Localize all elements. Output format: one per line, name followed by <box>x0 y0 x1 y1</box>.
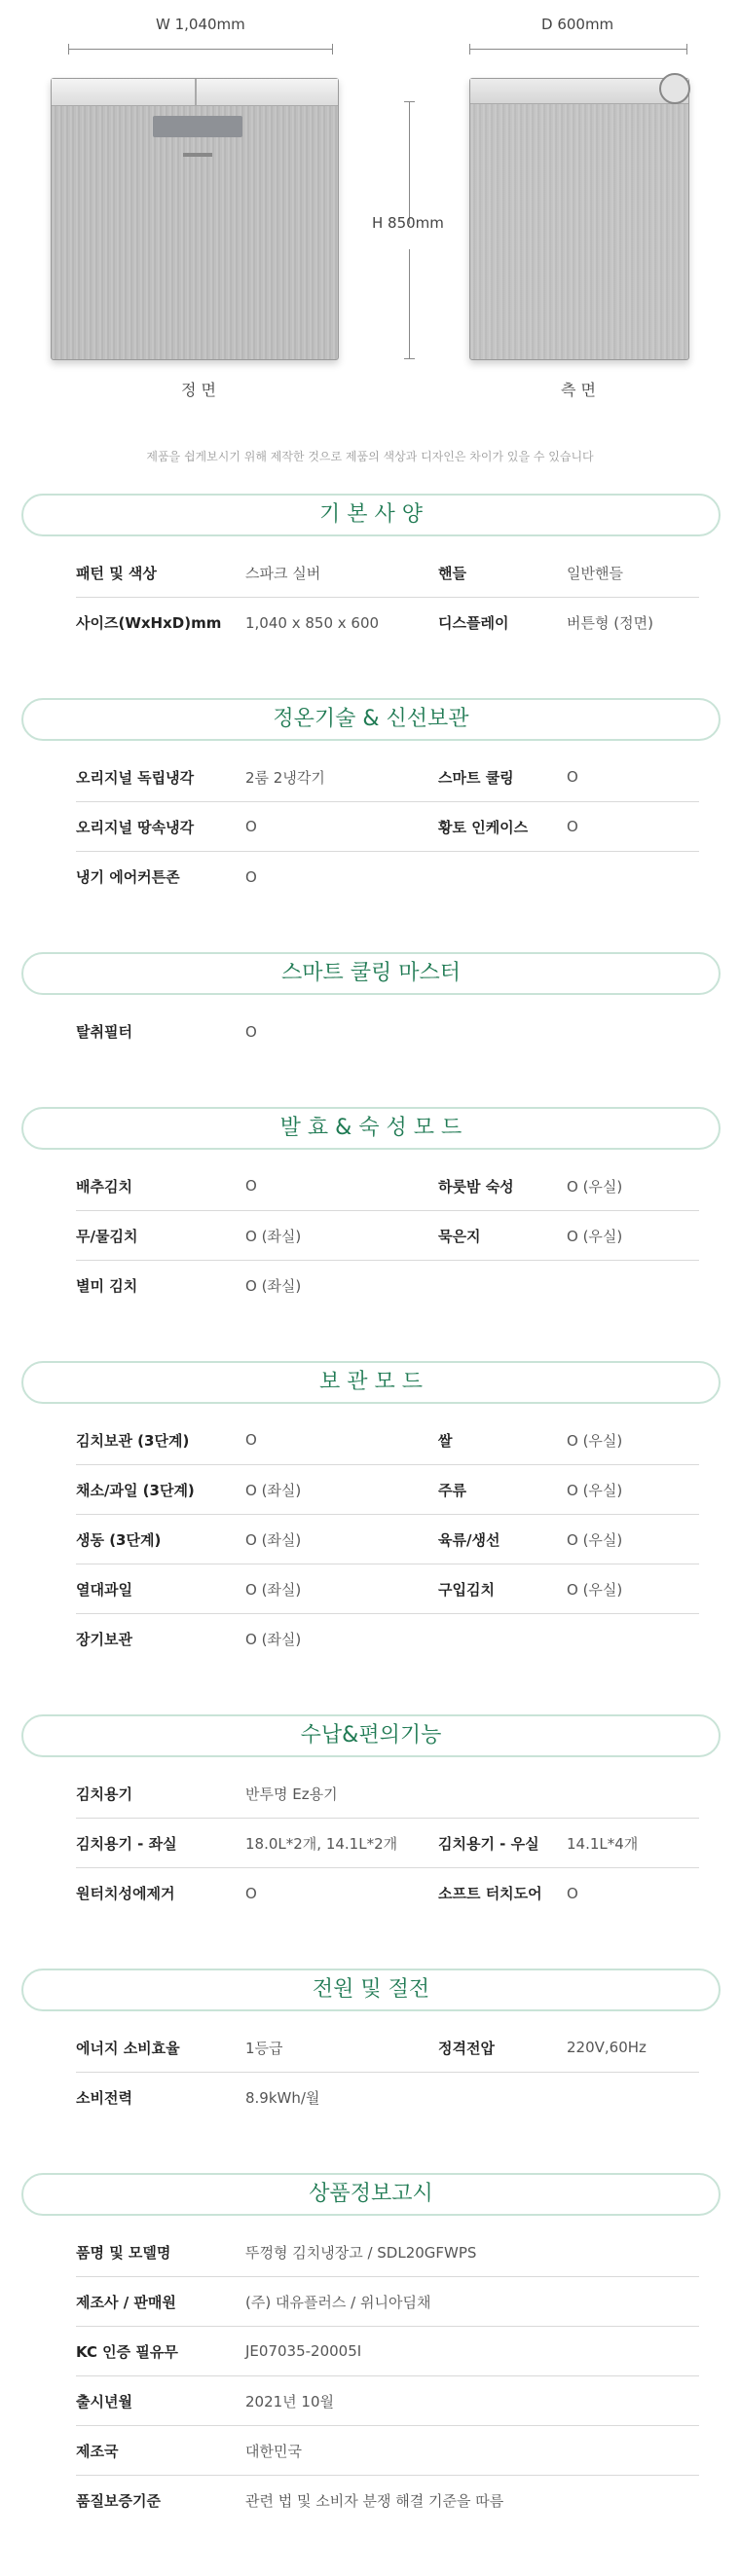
disclaimer-note: 제품을 쉽게보시기 위해 제작한 것으로 제품의 색상과 디자인은 차이가 있을 수 있습니다 <box>146 450 594 463</box>
spec-table <box>76 753 699 902</box>
spec-row <box>76 2023 699 2073</box>
spec-row <box>76 1819 699 1868</box>
spec-value: O <box>245 1884 257 1902</box>
spec-value: O <box>245 867 257 886</box>
spec-section <box>0 1969 740 2173</box>
spec-row <box>76 852 699 902</box>
height-label: H 850mm <box>372 214 444 232</box>
section-title: 전원 및 절전 <box>21 1969 721 2011</box>
spec-row <box>76 1515 699 1564</box>
spec-section <box>0 952 740 1107</box>
spec-label: 제조사 / 판매원 <box>76 2293 176 2311</box>
spec-value: 대한민국 <box>245 2442 302 2460</box>
spec-label: 제조국 <box>76 2442 119 2460</box>
spec-table <box>76 1161 699 1310</box>
spec-table <box>76 1007 699 1056</box>
spec-value: O (우실) <box>567 1580 623 1599</box>
spec-row <box>76 1161 699 1211</box>
section-title: 기 본 사 양 <box>21 494 721 536</box>
dimension-diagram <box>0 0 740 467</box>
spec-row <box>76 753 699 802</box>
spec-row <box>76 2376 699 2426</box>
spec-label: 디스플레이 <box>438 614 509 632</box>
spec-label: 배추김치 <box>76 1177 132 1196</box>
spec-value: (주) 대유플러스 / 위니아딤채 <box>245 2293 431 2311</box>
spec-value: O <box>245 1022 257 1041</box>
spec-label: 황토 인케이스 <box>438 818 529 836</box>
spec-value: 반투명 Ez용기 <box>245 1785 338 1803</box>
spec-section <box>0 494 740 698</box>
spec-row <box>76 1416 699 1465</box>
spec-label: 하룻밤 숙성 <box>438 1177 514 1196</box>
spec-label: 냉기 에어커튼존 <box>76 868 180 886</box>
spec-value: 2021년 10월 <box>245 2392 335 2410</box>
spec-value: 스파크 실버 <box>245 564 321 582</box>
spec-row <box>76 1211 699 1261</box>
spec-row <box>76 802 699 852</box>
spec-label: 김치용기 - 우실 <box>438 1834 539 1853</box>
spec-row <box>76 1868 699 1918</box>
spec-section <box>0 698 740 952</box>
spec-sections <box>0 494 740 2576</box>
spec-value: O (좌실) <box>245 1277 302 1295</box>
spec-value: 8.9kWh/월 <box>245 2089 320 2107</box>
spec-row <box>76 1564 699 1614</box>
spec-value: O <box>245 1431 257 1449</box>
spec-label: 김치용기 - 좌실 <box>76 1834 177 1853</box>
spec-value: 뚜껑형 김치냉장고 / SDL20GFWPS <box>245 2243 477 2262</box>
spec-label: 묵은지 <box>438 1227 481 1245</box>
spec-row <box>76 2476 699 2525</box>
spec-row <box>76 2227 699 2277</box>
height-line-bottom <box>409 249 410 358</box>
spec-label: 핸들 <box>438 564 466 582</box>
width-line <box>68 49 333 50</box>
spec-value: O <box>245 1177 257 1195</box>
spec-value: 2룸 2냉각기 <box>245 768 325 787</box>
spec-label: 주류 <box>438 1481 466 1499</box>
spec-value: O (좌실) <box>245 1580 302 1599</box>
spec-value: 관련 법 및 소비자 분쟁 해결 기준을 따름 <box>245 2492 504 2510</box>
spec-row <box>76 2426 699 2476</box>
spec-label: 패턴 및 색상 <box>76 564 157 582</box>
depth-line <box>469 49 687 50</box>
section-title: 보 관 모 드 <box>21 1361 721 1404</box>
spec-value: 18.0L*2개, 14.1L*2개 <box>245 1834 398 1853</box>
spec-label: 스마트 쿨링 <box>438 768 514 787</box>
spec-label: 쌀 <box>438 1431 453 1450</box>
spec-value: O <box>245 818 257 835</box>
spec-value: O (우실) <box>567 1530 623 1549</box>
spec-value: O (좌실) <box>245 1481 302 1499</box>
spec-row <box>76 2327 699 2376</box>
spec-value: O (우실) <box>567 1227 623 1245</box>
spec-label: 소프트 터치도어 <box>438 1885 542 1902</box>
spec-value: O (좌실) <box>245 1530 302 1549</box>
spec-label: 출시년월 <box>76 2392 132 2410</box>
section-title: 수납&편의기능 <box>21 1714 721 1757</box>
spec-section <box>0 1714 740 1969</box>
spec-label: 생동 (3단계) <box>76 1530 162 1549</box>
spec-label: 구입김치 <box>438 1580 495 1599</box>
spec-label: 정격전압 <box>438 2039 495 2057</box>
spec-value: O (우실) <box>567 1177 623 1196</box>
spec-label: KC 인증 필유무 <box>76 2342 178 2361</box>
section-title: 스마트 쿨링 마스터 <box>21 952 721 995</box>
spec-label: 탈취필터 <box>76 1023 132 1041</box>
fridge-side-image <box>469 78 689 360</box>
spec-section <box>0 2173 740 2576</box>
spec-value: O <box>567 818 578 835</box>
section-title: 정온기술 & 신선보관 <box>21 698 721 741</box>
spec-section <box>0 1107 740 1361</box>
control-panel <box>153 116 242 137</box>
spec-label: 사이즈(WxHxD)mm <box>76 614 222 632</box>
spec-label: 무/물김치 <box>76 1227 138 1245</box>
spec-value: JE07035-20005I <box>245 2342 362 2360</box>
spec-label: 열대과일 <box>76 1580 132 1599</box>
spec-value: O (우실) <box>567 1431 623 1450</box>
spec-label: 소비전력 <box>76 2089 132 2107</box>
spec-row <box>76 1769 699 1819</box>
spec-label: 별미 김치 <box>76 1277 138 1295</box>
spec-row <box>76 2073 699 2122</box>
spec-value: O (좌실) <box>245 1227 302 1245</box>
spec-label: 김치보관 (3단계) <box>76 1431 190 1450</box>
spec-value: O (우실) <box>567 1481 623 1499</box>
spec-row <box>76 1007 699 1056</box>
spec-label: 육류/생선 <box>438 1530 500 1549</box>
spec-table <box>76 1416 699 1664</box>
spec-row <box>76 1261 699 1310</box>
spec-value: O (좌실) <box>245 1631 302 1648</box>
spec-row <box>76 548 699 598</box>
spec-value: 버튼형 (정면) <box>567 614 653 632</box>
spec-row <box>76 2277 699 2327</box>
spec-table <box>76 548 699 647</box>
spec-value: 1등급 <box>245 2039 283 2057</box>
spec-value: O <box>567 768 578 786</box>
width-label: W 1,040mm <box>156 16 245 33</box>
spec-section <box>0 1361 740 1714</box>
brand-logo <box>183 153 212 157</box>
spec-value: O <box>567 1884 578 1902</box>
side-view-label: 측 면 <box>561 381 596 399</box>
spec-table <box>76 2023 699 2122</box>
spec-value: 14.1L*4개 <box>567 1834 639 1853</box>
spec-table <box>76 1769 699 1918</box>
spec-label: 품명 및 모델명 <box>76 2243 171 2262</box>
section-title: 상품정보고시 <box>21 2173 721 2216</box>
spec-label: 에너지 소비효율 <box>76 2039 180 2057</box>
spec-label: 김치용기 <box>76 1785 132 1803</box>
spec-label: 원터치성에제거 <box>76 1885 175 1902</box>
spec-label: 채소/과일 (3단계) <box>76 1481 195 1499</box>
depth-label: D 600mm <box>541 16 614 33</box>
fridge-front-image <box>51 78 339 360</box>
spec-value: 1,040 x 850 x 600 <box>245 613 380 632</box>
spec-value: 220V,60Hz <box>567 2039 647 2056</box>
spec-value: 일반핸들 <box>567 564 623 582</box>
spec-row <box>76 1465 699 1515</box>
spec-label: 장기보관 <box>76 1631 132 1648</box>
spec-row <box>76 598 699 647</box>
spec-label: 품질보증기준 <box>76 2492 161 2510</box>
hinge <box>659 73 690 104</box>
spec-table <box>76 2227 699 2525</box>
section-title: 발 효 & 숙 성 모 드 <box>21 1107 721 1150</box>
spec-row <box>76 1614 699 1664</box>
height-line-top <box>409 101 410 224</box>
spec-label: 오리지널 땅속냉각 <box>76 818 195 836</box>
front-view-label: 정 면 <box>181 381 216 399</box>
spec-label: 오리지널 독립냉각 <box>76 768 195 787</box>
